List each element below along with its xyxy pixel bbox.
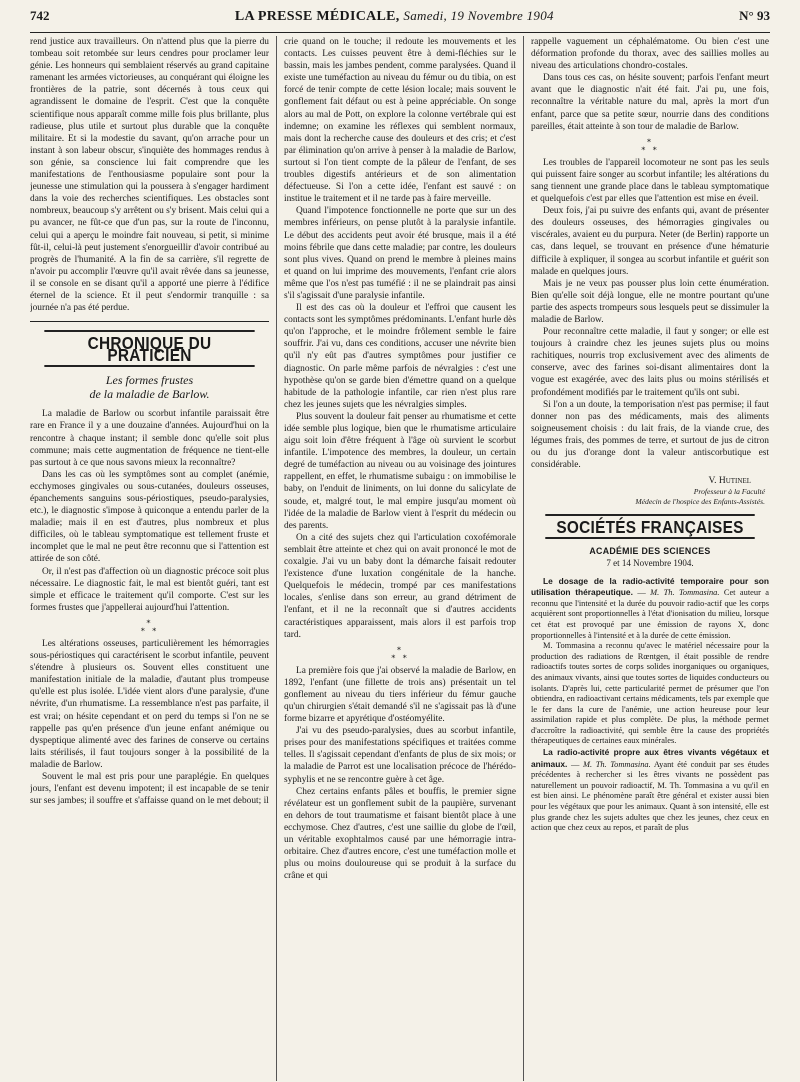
- paragraph: Or, il n'est pas d'affection où un diagnostic précoce soit plus nécessaire. Le diagnostic fait, le mal est bientôt guéri, tant est simple et efficace le traitement qu'il comporte. C'est sur les formes frustes que j'appellerai aujourd'hui l'attention.: [30, 566, 269, 613]
- column-2: [276, 36, 523, 1081]
- author-title-1: Professeur à la Faculté: [693, 487, 765, 497]
- paragraph: Souvent le mal est pris pour une paraplégie. En quelques jours, l'enfant est devenu impotent; il est incapable de se tenir sur ses jambes; il souffre et s'affaisse quand on le met debout; il: [30, 771, 269, 807]
- paragraph: crie quand on le touche; il redoute les mouvements et les contacts. Les cuisses peuvent être à demi-fléchies sur le bassin, mais les jambes pendent, comme paralysées. Quand il existe une tuméfaction au niveau du fémur ou du tibia, on est forcé de tenir compte de cette lésion locale; mais souvent le gonflement fait défaut ou est à peine appréciable. On songe alors au mal de Pott, on explore la colonne vertébrale qui est indemne; on examine les réflexes qui semblent normaux, mais dont la recherche cause des douleurs et des cris; et c'est par élimination qu'on arrive à penser à la maladie de Barlow, surtout si l'on tient compte de la pâleur de l'enfant, de ses troubles digestifs antérieurs et de son alimentation défectueuse. Si l'on a cette idée, l'enfant est sauvé : on institue le traitement et il ne tarde pas à faire merveille.: [284, 37, 516, 205]
- article-title-line-1: Les formes frustes: [105, 373, 194, 388]
- report-2-author: M. Th. Tommasina.: [582, 759, 651, 769]
- report-1-title: Le dosage de la radio-activité temporaire pour son utilisation thérapeutique.: [531, 575, 769, 598]
- intro-paragraph: rend justice aux travailleurs. On n'attend plus que la pierre du tombeau soit retombée sur leurs cendres pour proclamer leur génie. Les honneurs qui semblaient réservés au grand capitaine ramenant les armées victorieuses, au conquérant qui éloigne les frontières de la patrie, sont décernés à tous ceux qui agrandissent le domaine de l'esprit. C'est que la conquête scientifique nous apparaît comme mille fois plus brillante, plus radieuse, plus utile et surtout plus durable que la conquête militaire. Et si la modestie du savant, qu'on arrache pour un instant à son labeur obscur, s'inquiète des hommages rendus à son génie, sa conscience lui fait comprendre que les manifestations de l'enthousiasme populaire sont pour la jeunesse une stimulation qui la poussera à s'engager hardiment dans la voie des recherches scientifiques. Les obstacles sont nombreux, beaucoup s'y arrêtent ou s'y brisent. Mais celui qui a pu avancer, ne fût-ce que d'un pas, sur la route de l'inconnu, celui qui a aperçu le moindre fait nouveau, si petit, si minime fût-il, celui-là peut justement s'enorgueillir d'avoir contribué au progrès de l'humanité. A la fin de sa carrière, s'il regrette de n'avoir pu accomplir l'œuvre qu'il avait rêvée dans sa jeunesse, il se console en se disant qu'il a apporté une pierre à l'édifice éternel de la science. Et il peut s'endormir tranquille : sa journée n'a pas été perdue.: [30, 37, 269, 314]
- paragraph: Pour reconnaître cette maladie, il faut y songer; or elle est toujours à craindre chez les jeunes sujets plus ou moins rachitiques, nourris trop exclusivement avec des aliments de conserve, avec des farines soi-disant alimentaires dont la vogue est exagérée, avec des laits plus ou moins stérilisés et profondément modifiés par le traitement qu'ils ont subi.: [531, 327, 769, 398]
- report-2-text: Ayant été conduit par ses études précédentes à rechercher si les êtres vivants ne possèdent pas naturellement un pouvoir radioactif, M. Th. Tommasina a vu qu'il en est bien ainsi. Le phénomène paraît être général et exister aussi bien pour les végétaux que pour les animaux. Quant à son intensité, elle est plus grande chez les sujets adultes que chez les jeunes, chez ceux en action que chez ceux au repos, et paraît de plus: [531, 759, 769, 833]
- paragraph: rappelle vaguement un céphalématome. Ou bien c'est une déformation profonde du thorax, avec des saillies molles au niveau des articulations chondro-costales.: [531, 37, 769, 72]
- columns: [30, 36, 770, 1081]
- paragraph: La maladie de Barlow ou scorbut infantile paraissait être rare en France il y a une douzaine d'années. Aujourd'hui on la rencontre à chaque instant; il semble donc qu'elle soit plus commune; mais cette augmentation de fréquence ne tient-elle pas surtout à ce que nous savons mieux la reconnaître?: [30, 409, 269, 468]
- report-1: Le dosage de la radio-activité temporaire pour son utilisation thérapeutique. — M. Th. Tommasina. Cet auteur a reconnu que l'intensité et la durée du pouvoir radio-actif que les corps acquièrent sont proportionnelles à l'état d'ionisation du milieu, lorsque cet état est provoqué par une émission de rayons X, donc proportionnelles à l'intensité et à la durée de cette émission.: [531, 575, 769, 640]
- journal-name: LA PRESSE MÉDICALE,: [234, 9, 400, 24]
- author-signature: V. Hutinel: [708, 476, 751, 487]
- section-break-asterisks: ∗ ∗ ∗: [140, 616, 159, 634]
- academy-dates: 7 et 14 Novembre 1904.: [606, 558, 694, 569]
- report-2-title: La radio-activité propre aux êtres vivants végétaux et animaux.: [531, 747, 769, 769]
- issue-date: Samedi, 19 Novembre 1904: [403, 8, 554, 23]
- paragraph: Les troubles de l'appareil locomoteur ne sont pas les seuls qui puissent faire songer au scorbut infantile; les altérations du sang tiennent une grande place dans le tableau symptomatique et quelquefois c'est par elles que l'attention est mise en éveil.: [531, 157, 769, 205]
- paragraph: La première fois que j'ai observé la maladie de Barlow, en 1892, l'enfant (une fillette de trois ans) présentait un tel gonflement au niveau du tiers inférieur du fémur gauche qu'un chirurgien s'était demandé s'il ne s'agissait pas là d'une forme bizarre et apyrétique d'ostéomyélite.: [284, 665, 516, 725]
- paragraph: Mais je ne veux pas pousser plus loin cette énumération. Bien qu'elle soit déjà longue, elle ne montre pourtant qu'une partie des aspects trompeurs sous lesquels peut se dissimuler la maladie de Barlow.: [531, 278, 769, 325]
- column-3: [523, 36, 769, 1081]
- page-number: 742: [30, 8, 50, 23]
- divider: [30, 321, 269, 322]
- paragraph: Plus souvent la douleur fait penser au rhumatisme et cette idée semble plus logique, bien que le rhumatisme articulaire aigu soit loin d'être fréquent à l'âge où survient le scorbut infantile. L'impotence des membres, la douleur, un certain degré de tuméfaction au niveau ou au voisinage des jointures rappellent, en effet, le rhumatisme subaigu : on immobilise le baby, on l'enduit de liniments, on lui donne du salicylate de soude, et, malgré tout, le mal empire jusqu'au moment où l'idée de la maladie de Barlow vient à l'esprit du médecin ou des parents.: [284, 411, 516, 531]
- issue-number: N° 93: [739, 8, 770, 23]
- paragraph: Les altérations osseuses, particulièrement les hémorragies sous-périostiques qui caractérisent le scorbut infantile, peuvent s'étendre à plusieurs os. Souvent elles constituent une manifestation initiale de la maladie, d'autant plus trompeuse qu'elle est plus isolée. L'idée vient alors d'une paralysie, d'une névrite, d'un rhumatisme. La ressemblance n'est pas parfaite, il est vrai; on hésite cependant et on perd du temps si l'on ne se rappelle pas qu'en présence d'un jeune enfant anémique ou dyspeptique alimenté avec des farines de conserve ou certains laits stérilisés, il faut toujours songer à la possibilité de la maladie de Barlow.: [30, 638, 269, 770]
- paragraph: Quand l'impotence fonctionnelle ne porte que sur un des membres inférieurs, on pense plutôt à la paralysie infantile. Le début des accidents peut avoir été brusque, mais il a été moins fébrile que dans cette maladie; par contre, les douleurs sont plus vives. Quand on prend le membre à pleines mains et quand on lui imprime des mouvements, l'enfant crie alors même que l'os n'est pas tuméfié : il ne se plaindrait pas ainsi s'il s'agissait d'une paralysie infantile.: [284, 206, 516, 301]
- report-1-text: Cet auteur a reconnu que l'intensité et la durée du pouvoir radio-actif que les corps acquièrent sont proportionnelles à l'état d'ionisation du milieu, lorsque cet état est provoqué par une émission de rayons X, donc proportionnelles à l'intensité et à la durée de cette émission.: [531, 588, 769, 640]
- paragraph: Chez certains enfants pâles et bouffis, le premier signe révélateur est un gonflement subit de la paupière, survenant en dehors de tout traumatisme et faisant bientôt place à une ecchymose. Chez d'autres, c'est une saillie du globe de l'œil, un véritable exophtalmos causé par une hémorragie intra-orbitaire. Chez d'autres encore, c'est une tuméfaction molle et plus ou moins douloureuse qui se produit à la surface du crâne et qui: [284, 786, 516, 882]
- paragraph: On a cité des sujets chez qui l'articulation coxofémorale semblait être atteinte et chez qui on avait prononcé le mot de coxalgie. J'ai vu un baby dont la démarche faisait redouter l'existence d'une luxation congénitale de la hanche. Quelquefois le médecin, trompé par ces manifestations locales, s'enlise dans son erreur, au grand détriment de l'enfant, et il ne la reconnaît que si d'autres accidents caractéristiques apparaissent, mais alors il est parfois trop tard.: [284, 532, 516, 640]
- section-title-societes: SOCIÉTÉS FRANÇAISES: [545, 514, 754, 539]
- section-break-asterisks: ∗ ∗ ∗: [640, 135, 660, 153]
- report-1-author: M. Th. Tommasina.: [650, 588, 720, 598]
- column-1: [30, 36, 276, 1081]
- paragraph: J'ai vu des pseudo-paralysies, dues au scorbut infantile, prises pour des manifestations spécifiques et traitées comme telles. Il s'agissait cependant d'enfants de plus de six mois; or la maladie de Parrot est une localisation précoce de l'hérédo-syphylis et ne se rencontre guère à cet âge.: [284, 726, 516, 785]
- journal-title: [235, 8, 554, 25]
- section-break-asterisks: ∗ ∗ ∗: [390, 643, 410, 661]
- report-2: La radio-activité propre aux êtres vivants végétaux et animaux. — M. Th. Tommasina. Ayant été conduit par ses études précédentes à rechercher si les êtres vivants ne possèdent pas naturellement un pouvoir radioactif, M. Th. Tommasina a vu qu'il en est bien ainsi. Le phénomène paraît être général et exister aussi bien pour les végétaux que pour les animaux. Quant à son intensité, elle est plus grande chez les sujets adultes que chez les jeunes, chez ceux en action que chez ceux au repos, et paraît de plus: [531, 747, 769, 833]
- academy-heading: ACADÉMIE DES SCIENCES: [589, 546, 711, 557]
- report-1-continued: M. Tommasina a reconnu qu'avec le matériel nécessaire pour la production des radiations de Rœntgen, il était possible de rendre radioactifs toutes sortes de corps solides inorganiques ou organiques, des animaux vivants, ainsi que toutes sortes de liquides conducteurs ou isolants. D'après lui, cette particularité permet de présumer que l'on obtiendra, en radioactivant certains médicaments, tels par exemple que le fer dans la cure de l'anémie, une action heureuse pour leur assimilation rapide et plus complète. De plus, la méthode permet d'accroître la radioactivité, qui semble être la cause des propriétés thérapeutiques de certaines eaux minérales.: [531, 641, 769, 746]
- article-title: [30, 373, 269, 401]
- academy-reports: [531, 576, 769, 834]
- paragraph: Dans les cas où les symptômes sont au complet (anémie, ecchymoses gingivales ou sous-cutanées, douleurs osseuses, épanchements sanguins sous-périostiques, pseudo-paralysies, etc.), le diagnostic s'impose à quiconque a entendu parler de la maladie; mais il en est d'autres, plus nombreux et plus difficiles, où le tableau symptomatique est tellement fruste et incomplet que le mal ne peut être reconnu que si l'attention est attirée de son côté.: [30, 469, 269, 565]
- article-title-line-2: de la maladie de Barlow.: [89, 387, 210, 402]
- section-title-chronique: CHRONIQUE DU PRATICIEN: [44, 330, 254, 367]
- paragraph: Deux fois, j'ai pu suivre des enfants qui, avant de présenter des douleurs osseuses, des hémorragies gingivales ou viscérales, avaient eu du purpura. Neter (de Berlin) rapporte un cas, dans lequel, se trouvant en présence d'une hématurie difficile à expliquer, il songea au scorbut infantile et guérit son malade en quelques jours.: [531, 206, 769, 277]
- paragraph: Si l'on a un doute, la temporisation n'est pas permise; il faut donner non pas des médicaments, mais des aliments soigneusement choisis : du lait frais, de la viande crue, des légumes frais, des pommes de terre, et surtout de jus de citron ou du jus d'orange dont la valeur antiscorbutique est considérable.: [531, 399, 769, 471]
- page-header: [30, 8, 770, 33]
- paragraph: Il est des cas où la douleur et l'effroi que causent les contacts sont les symptômes prédominants. L'enfant hurle dès qu'on l'approche, et le moindre frôlement semble le faire souffrir. J'ai vu, dans ces conditions, accuser une névrite bien qu'il n'y eût pas d'autres symptômes pour justifier ce diagnostic. On parle même parfois de névralgies : c'est une hypothèse qu'on se garde bien d'émettre quand on a quelque habitude de la pathologie infantile, car rien n'est plus rare chez les jeunes sujets que les névralgies simples.: [284, 303, 516, 410]
- paragraph: Dans tous ces cas, on hésite souvent; parfois l'enfant meurt avant que le diagnostic n'ait été fait. J'ai pu, une fois, reconnaître la véritable nature du mal, après la mort d'un enfant, parce que sa petite sœur, nourrie dans des conditions pareilles, était atteinte à son tour de maladie de Barlow.: [531, 73, 769, 132]
- author-title-2: Médecin de l'hospice des Enfants-Assistés.: [635, 496, 765, 506]
